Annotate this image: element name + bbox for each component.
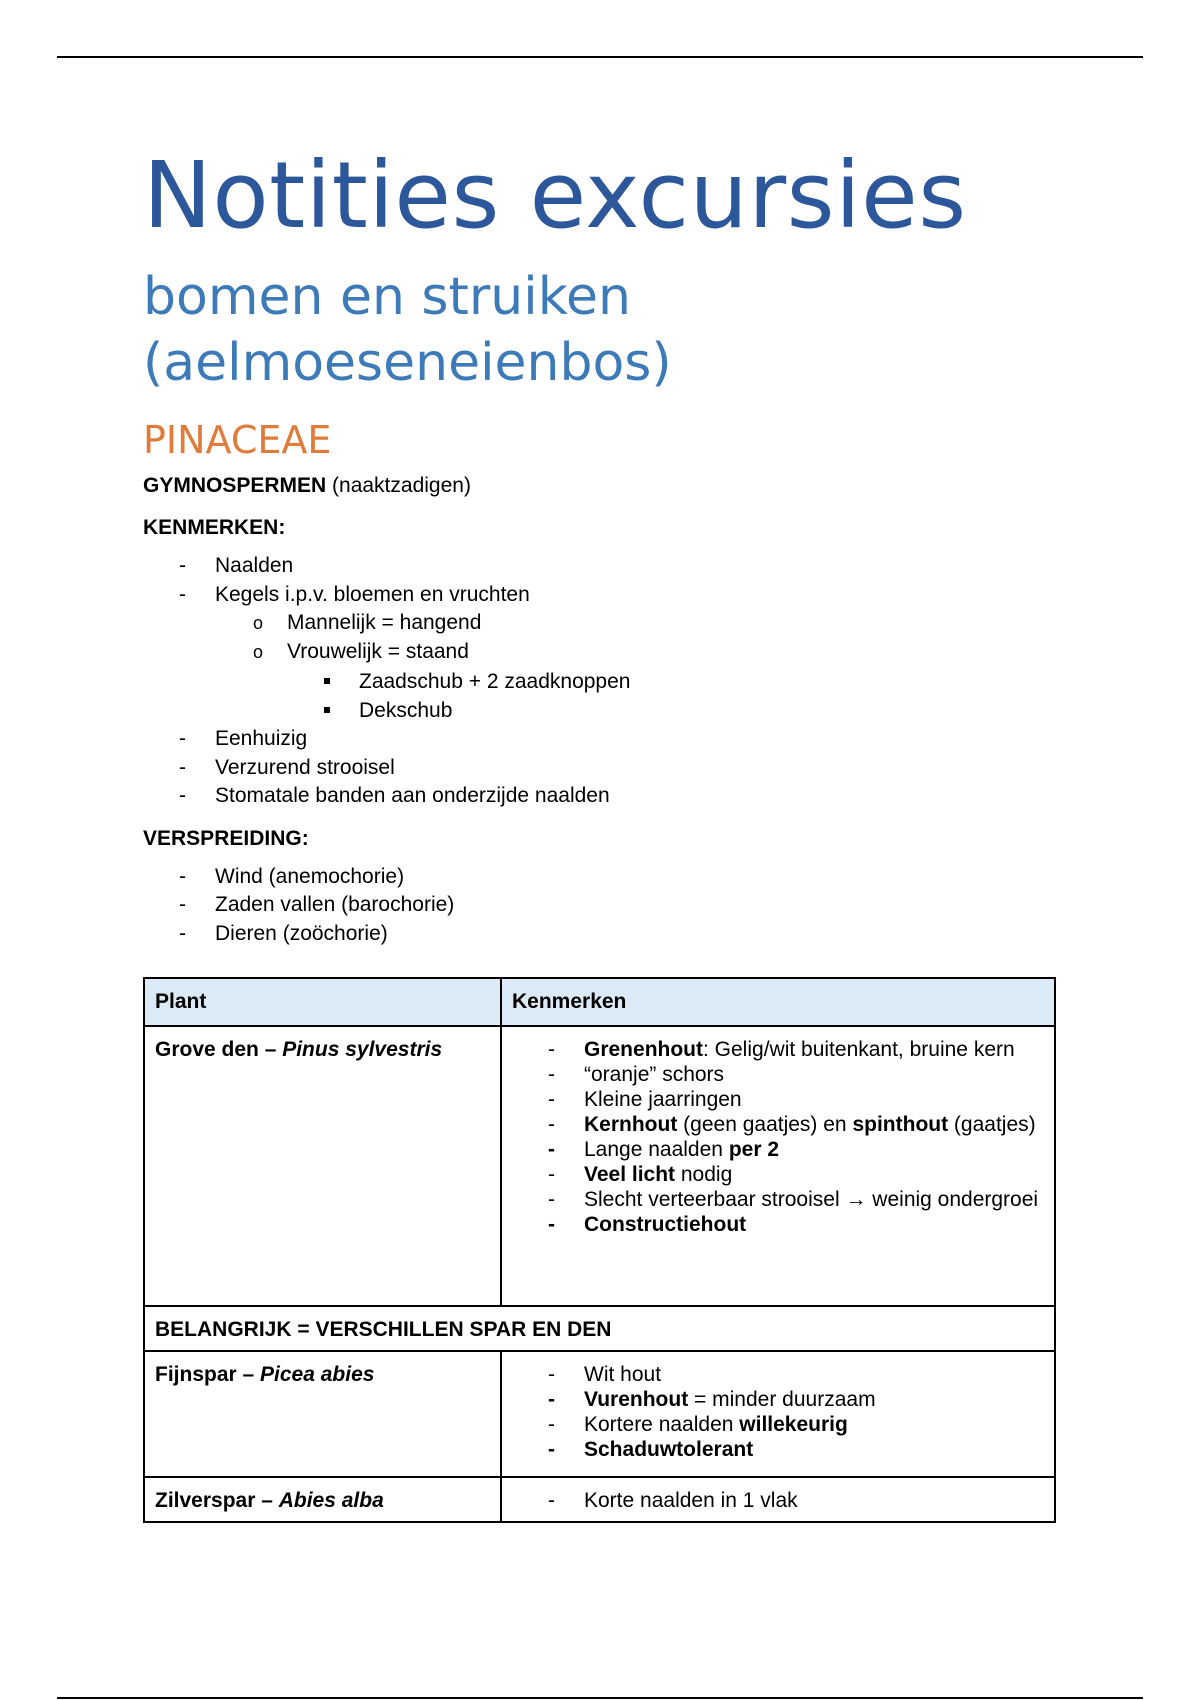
plant-name: [155, 1489, 384, 1512]
table-row-belangrijk: [144, 1306, 1055, 1351]
subtitle-line-1: bomen en struiken: [143, 267, 631, 327]
header-plant: Plant: [144, 978, 501, 1026]
document-body: [143, 140, 1058, 948]
gymno-rest: (naaktzadigen): [326, 474, 471, 497]
cell-item: - Wit hout: [584, 1362, 1044, 1387]
document-subtitle: [143, 264, 1058, 396]
sub-list: [215, 609, 1058, 725]
list-item: - Eenhuizig: [215, 725, 1058, 754]
belangrijk-cell: BELANGRIJK = VERSCHILLEN SPAR EN DEN: [144, 1306, 1055, 1351]
bottom-rule: [57, 1697, 1143, 1699]
table-row: [144, 1026, 1055, 1306]
plant-cell: [144, 1351, 501, 1477]
cell-item-bold: Grenenhout: [584, 1038, 703, 1061]
subsub-list: [287, 668, 1058, 725]
list-item: - Dieren (zoöchorie): [215, 920, 1058, 949]
arrow-right-icon: →: [845, 1188, 867, 1211]
cell-item-text: Lange naalden: [584, 1138, 729, 1161]
plant-latin-name: Picea abies: [260, 1363, 375, 1386]
plant-name: [155, 1363, 374, 1386]
table-row: [144, 1351, 1055, 1477]
cell-item-text: Kortere naalden: [584, 1413, 740, 1436]
list-item: - Stomatale banden aan onderzijde naalden: [215, 782, 1058, 811]
verspreiding-heading: [143, 825, 1058, 853]
cell-item-bold: Schaduwtolerant: [584, 1438, 754, 1461]
gymnospermen-line: [143, 472, 1058, 500]
kenmerken-heading: [143, 514, 1058, 542]
header-kenmerken: Kenmerken: [501, 978, 1055, 1026]
kenmerken-cell: [501, 1026, 1055, 1306]
kenmerken-list: [143, 552, 1058, 811]
cell-item: [584, 1137, 1044, 1162]
plant-common-name: Fijnspar –: [155, 1363, 261, 1386]
list-item: - Verzurend strooisel: [215, 754, 1058, 783]
cell-item-bold: Vurenhout: [584, 1388, 689, 1411]
cell-item-bold: per 2: [728, 1138, 780, 1161]
plants-table: [143, 977, 1056, 1523]
cell-item-text: nodig: [675, 1163, 733, 1186]
cell-item: [584, 1112, 1044, 1137]
kenmerken-cell-list: [512, 1362, 1044, 1462]
cell-item: [584, 1387, 1044, 1412]
cell-item: [584, 1437, 1044, 1462]
cell-item-text: Slecht verteerbaar strooisel: [584, 1188, 846, 1211]
plant-cell: [144, 1477, 501, 1522]
kenmerken-heading-text: KENMERKEN:: [143, 516, 286, 539]
cell-item-text: weinig ondergroei: [866, 1188, 1039, 1211]
subsub-item: Dekschub: [359, 697, 1058, 726]
list-item: - Zaden vallen (barochorie): [215, 891, 1058, 920]
subtitle-line-2: (aelmoeseneienbos): [143, 333, 672, 393]
cell-item: [584, 1212, 1044, 1237]
cell-item-text: (gaatjes): [948, 1113, 1036, 1136]
verspreiding-heading-text: VERSPREIDING:: [143, 826, 309, 850]
kenmerken-cell: [501, 1477, 1055, 1522]
cell-item: [584, 1037, 1044, 1062]
list-item: - Wind (anemochorie): [215, 863, 1058, 892]
plant-common-name: Zilverspar –: [155, 1489, 279, 1512]
cell-item-text: : Gelig/wit buitenkant, bruine kern: [703, 1038, 1015, 1061]
kenmerken-cell-list: [512, 1488, 1044, 1513]
cell-item: [584, 1412, 1044, 1437]
plant-latin-name: Pinus sylvestris: [282, 1038, 443, 1061]
cell-item-text: (geen gaatjes) en: [677, 1113, 853, 1136]
plant-cell: [144, 1026, 501, 1306]
gymno-bold: GYMNOSPERMEN: [143, 474, 327, 497]
verspreiding-list: [143, 863, 1058, 949]
cell-item: - “oranje” schors: [584, 1062, 1044, 1087]
section-heading: PINACEAE: [143, 418, 332, 462]
table-row: [144, 1477, 1055, 1522]
cell-item-bold: willekeurig: [739, 1413, 848, 1436]
list-item-text: Kegels i.p.v. bloemen en vruchten: [215, 582, 530, 606]
sub-item-text: Vrouwelijk = staand: [287, 639, 469, 663]
list-item: - Naalden: [215, 552, 1058, 581]
cell-item-bold: Constructiehout: [584, 1213, 747, 1236]
sub-item: [287, 638, 1058, 726]
kenmerken-cell-list: [512, 1037, 1044, 1237]
cell-item: - Korte naalden in 1 vlak: [584, 1488, 1044, 1513]
top-rule: [57, 56, 1143, 58]
plant-name: [155, 1038, 442, 1061]
cell-item-bold: Kernhout: [584, 1113, 678, 1136]
cell-item: [584, 1187, 1044, 1212]
cell-item: - Kleine jaarringen: [584, 1087, 1044, 1112]
cell-item-bold: spinthout: [852, 1113, 949, 1136]
cell-item: [584, 1162, 1044, 1187]
sub-item: o Mannelijk = hangend: [287, 609, 1058, 638]
cell-item-bold: Veel licht: [584, 1163, 676, 1186]
kenmerken-cell: [501, 1351, 1055, 1477]
plant-latin-name: Abies alba: [278, 1489, 384, 1512]
cell-item-text: = minder duurzaam: [688, 1388, 876, 1411]
table-header-row: [144, 978, 1055, 1026]
subsub-item: Zaadschub + 2 zaadknoppen: [359, 668, 1058, 697]
plant-common-name: Grove den –: [155, 1038, 283, 1061]
document-title: Notities excursies: [143, 142, 967, 249]
list-item: [215, 581, 1058, 726]
